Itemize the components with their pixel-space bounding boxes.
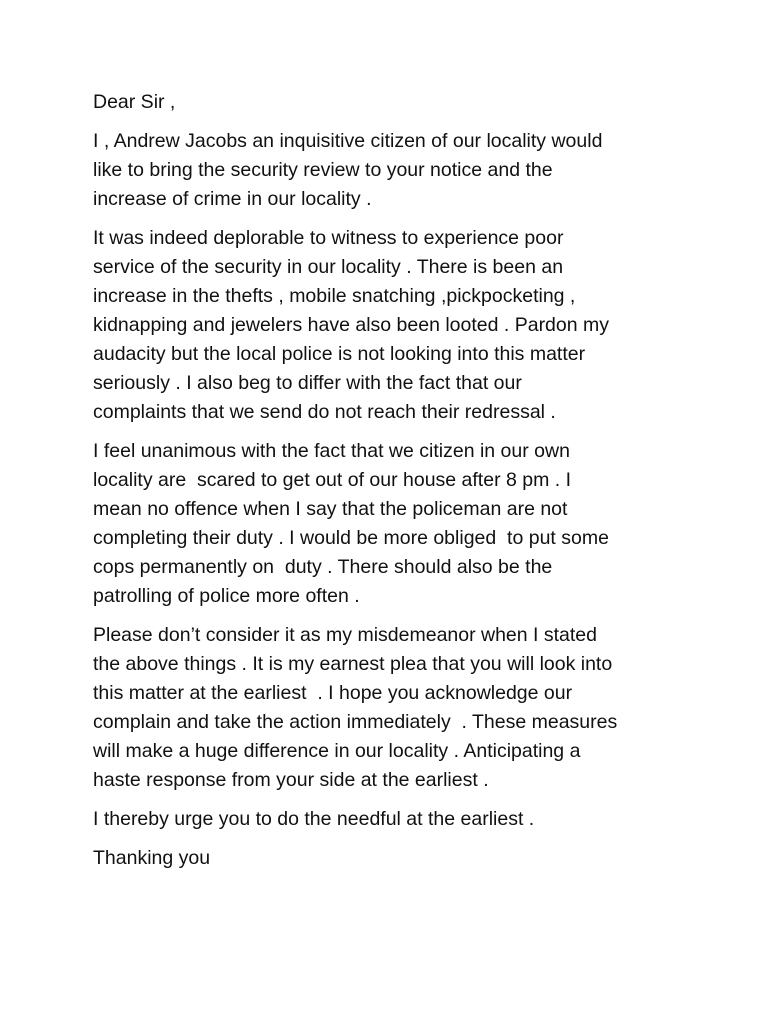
text-line: increase in the thefts , mobile snatching ,pickpocketing , bbox=[93, 285, 576, 307]
text-line: It was indeed deplorable to witness to experience poor bbox=[93, 227, 564, 249]
text-line: completing their duty . I would be more obliged to put some bbox=[93, 527, 609, 549]
salutation-line: Dear Sir , bbox=[93, 91, 176, 113]
paragraph-4 bbox=[93, 621, 693, 795]
text-line: service of the security in our locality . There is been an bbox=[93, 256, 564, 278]
text-line: mean no offence when I say that the policeman are not bbox=[93, 498, 568, 520]
text-line: the above things . It is my earnest plea that you will look into bbox=[93, 653, 613, 675]
closing-line: Thanking you bbox=[93, 847, 211, 869]
text-line: this matter at the earliest . I hope you acknowledge our bbox=[93, 682, 573, 704]
text-line: complaints that we send do not reach their redressal . bbox=[93, 401, 556, 423]
paragraph-1 bbox=[93, 127, 693, 214]
paragraph-5 bbox=[93, 805, 693, 834]
paragraph-3 bbox=[93, 437, 693, 611]
salutation bbox=[93, 88, 693, 117]
text-line: cops permanently on duty . There should also be the bbox=[93, 556, 553, 578]
letter-body bbox=[93, 88, 693, 883]
text-line: Please don’t consider it as my misdemeanor when I stated bbox=[93, 624, 598, 646]
paragraph-2 bbox=[93, 224, 693, 427]
text-line: I thereby urge you to do the needful at the earliest . bbox=[93, 808, 535, 830]
text-line: haste response from your side at the earliest . bbox=[93, 769, 489, 791]
text-line: seriously . I also beg to differ with the fact that our bbox=[93, 372, 522, 394]
text-line: like to bring the security review to your notice and the bbox=[93, 159, 553, 181]
text-line: will make a huge difference in our locality . Anticipating a bbox=[93, 740, 581, 762]
text-line: increase of crime in our locality . bbox=[93, 188, 372, 210]
text-line: I , Andrew Jacobs an inquisitive citizen of our locality would bbox=[93, 130, 603, 152]
closing bbox=[93, 844, 693, 873]
text-line: kidnapping and jewelers have also been looted . Pardon my bbox=[93, 314, 610, 336]
text-line: locality are scared to get out of our house after 8 pm . I bbox=[93, 469, 572, 491]
text-line: I feel unanimous with the fact that we citizen in our own bbox=[93, 440, 570, 462]
text-line: audacity but the local police is not looking into this matter bbox=[93, 343, 586, 365]
text-line: complain and take the action immediately . These measures bbox=[93, 711, 618, 733]
text-line: patrolling of police more often . bbox=[93, 585, 360, 607]
